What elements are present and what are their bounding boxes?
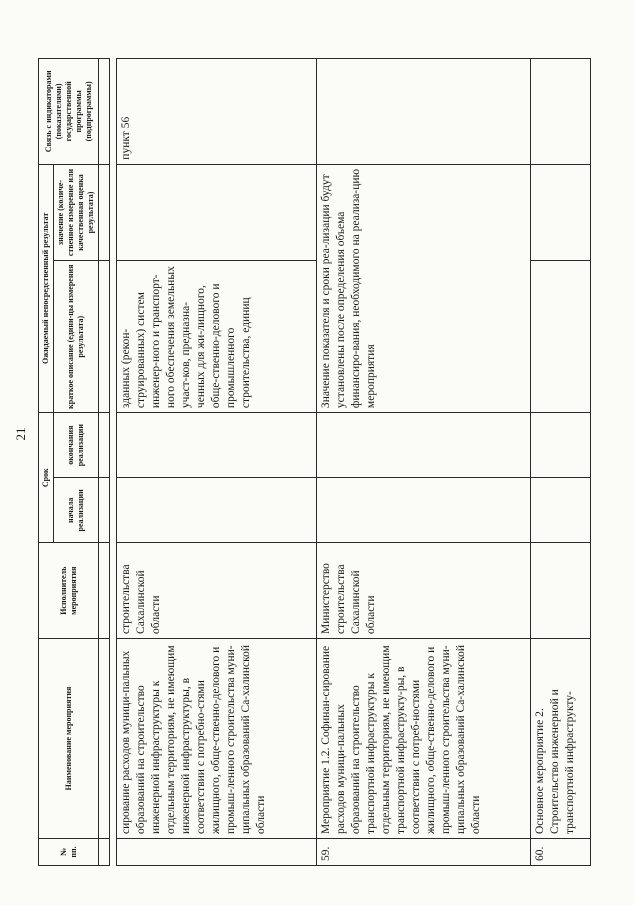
header-term: Срок: [39, 413, 54, 543]
term-end: [317, 413, 531, 478]
term-end: [117, 413, 317, 478]
row-number: [117, 839, 317, 866]
activity-executor: [531, 543, 591, 639]
header-result-value: значение (количе-ственное измерение или качественная оценка результата): [54, 164, 99, 261]
header-spacer-row: [99, 59, 110, 866]
result-description: зданных (рекон-струированных) систем инженер-ного и транспорт-ного обеспечения земельных участ-ков, предназна-ченных для жи-лищного, обще-ственно-делового и промышленного строительства, единиц: [117, 261, 317, 413]
activities-table: [38, 58, 591, 866]
page-number: 21: [13, 427, 28, 441]
table-row: [531, 59, 591, 866]
activity-name: Основное мероприятие 2. Строительство инженерной и транспортной инфраструкту-: [531, 638, 591, 838]
header-result-desc: краткое описание (едини-цы измерения результата): [54, 261, 99, 413]
term-start: [317, 478, 531, 543]
activity-name: Мероприятие 1.2. Софинан-сирование расходов муници-пальных образований на строительство транспортной инфраструктуры к отдельным территориям, не имеющим транспортной инфраструкту-ры, в соответствии с потреб-ностями жилищного, обще-ственно-делового и промыш-ленного строительства муни-ципальных образований Са-халинской области: [317, 638, 531, 838]
header-num: № пп.: [39, 839, 99, 866]
header-row-1: [39, 59, 54, 866]
row-number: 59.: [317, 839, 531, 866]
rotated-table-page: [38, 58, 616, 866]
header-term-end: окончания реализации: [54, 413, 99, 478]
indicator-link: пункт 56: [117, 59, 317, 165]
header-name: Наименование мероприятия: [39, 638, 99, 838]
result-value: [117, 164, 317, 261]
term-start: [117, 478, 317, 543]
header-result: Ожидаемый непосредственный результат: [39, 164, 54, 412]
result-description: [531, 261, 591, 413]
result-value: [531, 164, 591, 261]
term-start: [531, 478, 591, 543]
activity-name: сирование расходов муници-пальных образований на строительство инженерной инфраструктуры к отдельным территориям, не имеющим инженерной инфраструктуры, в соответствии с потребно-стями жилищного, обще-ственно-делового и промыш-ленного строительства муни-ципальных образований Са-халинской области: [117, 638, 317, 838]
indicator-link: [317, 59, 531, 165]
table-row: [117, 59, 317, 866]
header-gap: [110, 59, 117, 866]
header-link: Связь с индикаторами (показателями) государственной программы (подпрограммы): [39, 59, 99, 165]
indicator-link: [531, 59, 591, 165]
term-end: [531, 413, 591, 478]
activity-executor: строительства Сахалинской области: [117, 543, 317, 639]
activity-executor: Министерство строительства Сахалинской области: [317, 543, 531, 639]
table-row: [317, 59, 531, 866]
result-description: Значение показателя и сроки реа-лизации будут установлены после определения объема финансиро-вания, необходимого на реализа-цию мероприятия: [317, 164, 531, 412]
header-term-start: начала реализации: [54, 478, 99, 543]
header-executor: Исполнитель мероприятия: [39, 543, 99, 639]
row-number: 60.: [531, 839, 591, 866]
